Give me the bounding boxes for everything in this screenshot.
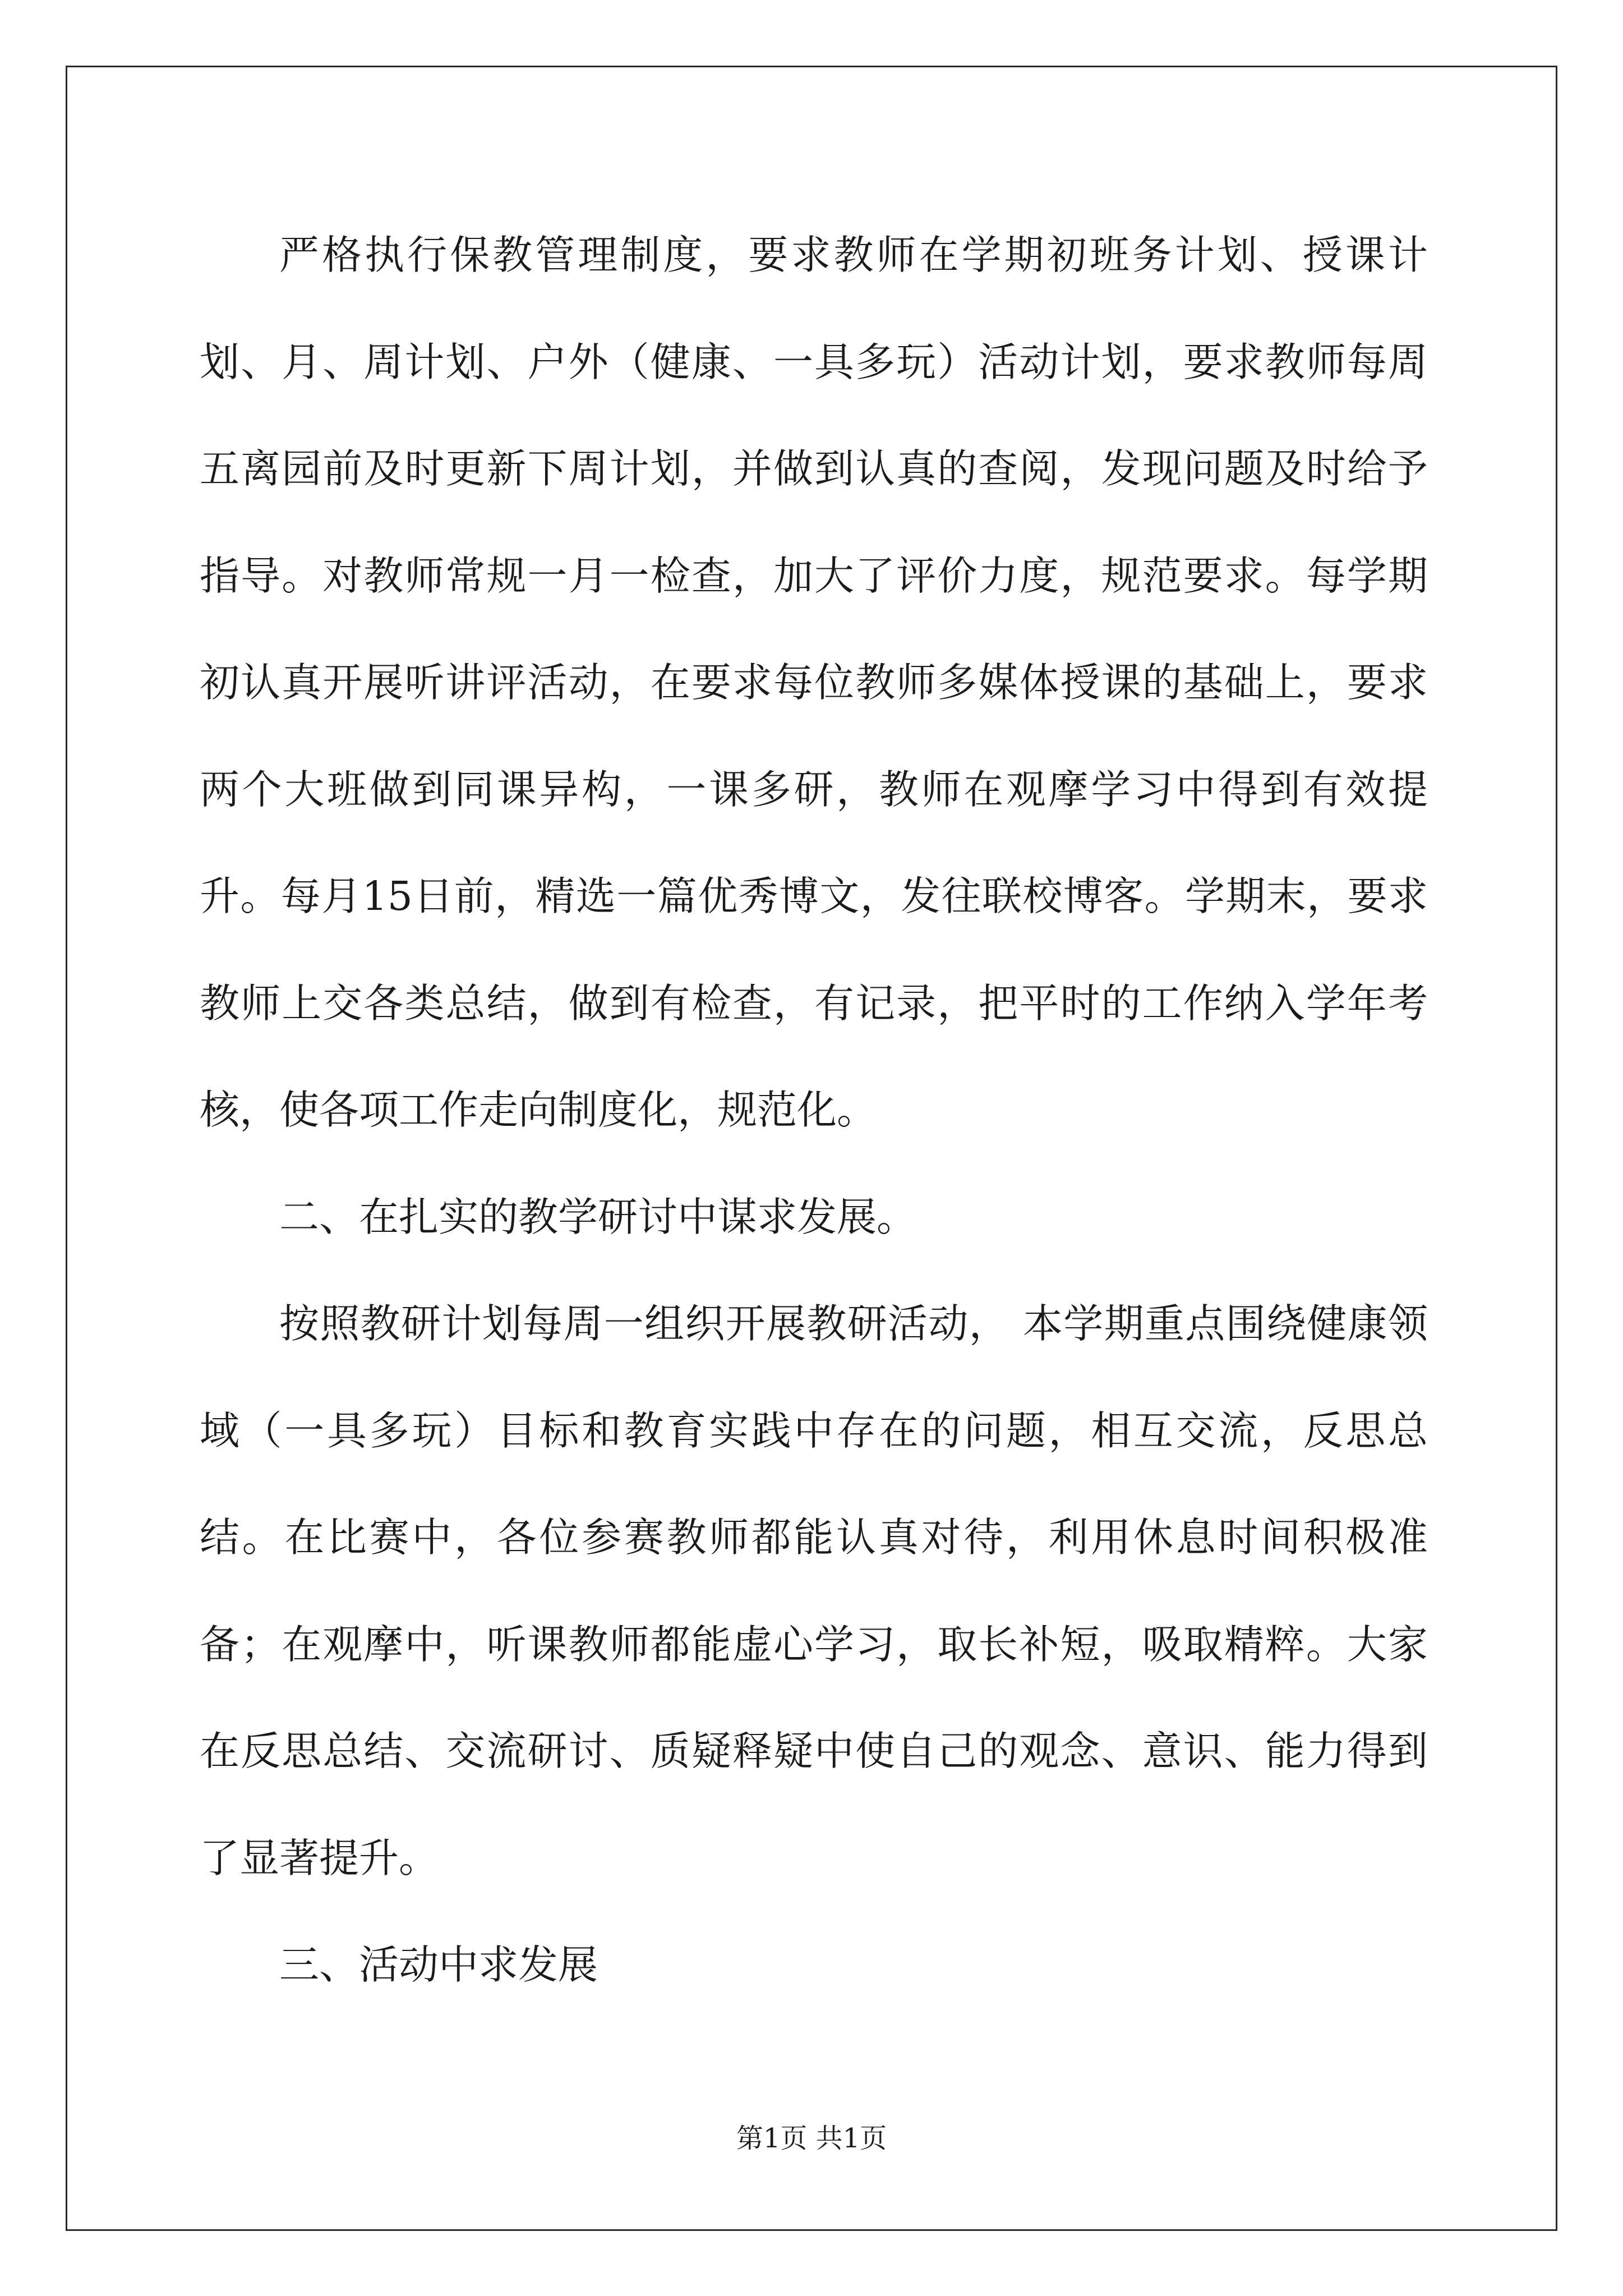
section-heading-activities: 三、活动中求发展	[279, 1941, 598, 1988]
paragraph-management-system: 严格执行保教管理制度，要求教师在学期初班务计划、授课计划、月、周计划、户外（健康、一具多玩）活动计划，要求教师每周五离园前及时更新下周计划，并做到认真的查阅，发现问题及时给予指导。对教师常规一月一检查，加大了评价力度，规范要求。每学期初认真开展听讲评活动，在要求每位教师多媒体授课的基础上，要求两个大班做到同课异构，一课多研，教师在观摩学习中得到有效提升。每月15日前，精选一篇优秀博文，发往联校博客。学期末，要求教师上交各类总结，做到有检查，有记录，把平时的工作纳入学年考核，使各项工作走向制度化，规范化。	[200, 232, 1428, 1133]
section-heading-teaching-research: 二、在扎实的教学研讨中谋求发展。	[279, 1193, 917, 1240]
page-number-footer: 第1页 共1页	[736, 2123, 887, 2154]
document-body	[200, 202, 1428, 2019]
paragraph-teaching-research: 按照教研计划每周一组织开展教研活动， 本学期重点围绕健康领域（一具多玩）目标和教育实践中存在的问题，相互交流，反思总结。在比赛中，各位参赛教师都能认真对待，利用休息时间积极准备；在观摩中，听课教师都能虚心学习，取长补短，吸取精粹。大家在反思总结、交流研讨、质疑释疑中使自己的观念、意识、能力得到了显著提升。	[200, 1300, 1428, 1881]
